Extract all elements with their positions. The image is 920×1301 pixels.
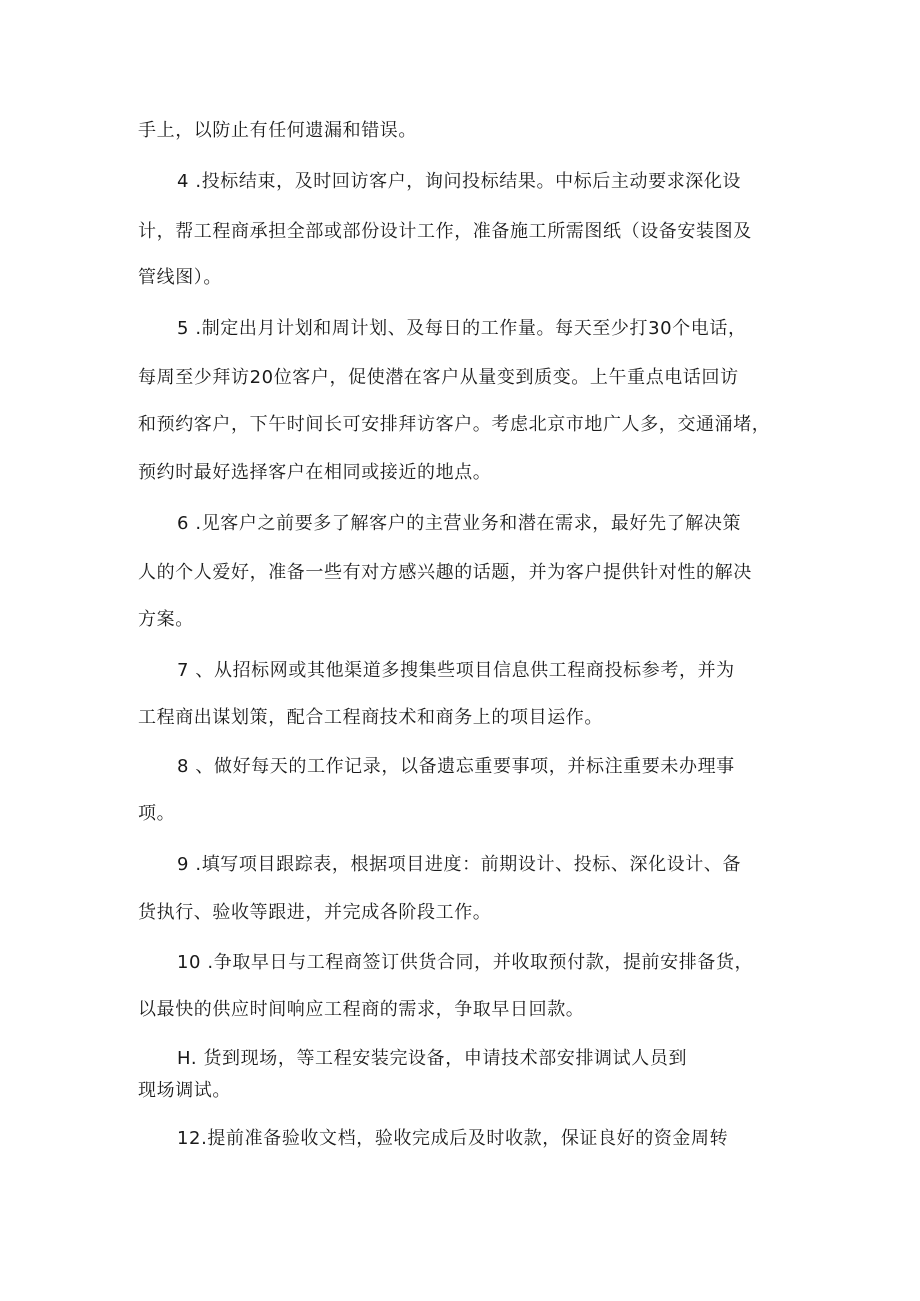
text-line: 9 .填写项目跟踪表，根据项目进度：前期设计、投标、深化设计、备 [177,854,742,875]
text-line: 4 .投标结束，及时回访客户，询问投标结果。中标后主动要求深化设 [177,171,742,192]
text-line: 货执行、验收等跟进，并完成各阶段工作。 [138,902,492,923]
text-line: 6 .见客户之前要多了解客户的主营业务和潜在需求，最好先了解决策 [177,513,742,534]
text-line: 7 、从招标网或其他渠道多搜集些项目信息供工程商投标参考，并为 [177,660,735,681]
text-line: 预约时最好选择客户在相同或接近的地点。 [138,462,492,483]
text-line: 项。 [138,803,176,824]
text-line: 和预约客户，下午时间长可安排拜访客户。考虑北京市地广人多，交通涌堵， [138,414,771,435]
text-line: 手上，以防止有任何遗漏和错误。 [138,120,417,141]
text-line: 5 .制定出月计划和周计划、及每日的工作量。每天至少打30个电话， [177,318,747,339]
text-line: 人的个人爱好，准备一些有对方感兴趣的话题，并为客户提供针对性的解决 [138,562,752,583]
text-line: 10 .争取早日与工程商签订供货合同，并收取预付款，提前安排备货， [177,952,754,973]
text-line: 每周至少拜访20位客户，促使潜在客户从量变到质变。上午重点电话回访 [138,367,739,388]
text-line: H. 货到现场，等工程安装完设备，申请技术部安排调试人员到 [177,1048,688,1069]
text-line: 方案。 [138,609,194,630]
text-line: 现场调试。 [138,1080,231,1101]
text-line: 8 、做好每天的工作记录，以备遗忘重要事项，并标注重要未办理事 [177,756,735,777]
text-line: 工程商出谋划策，配合工程商技术和商务上的项目运作。 [138,707,603,728]
text-line: 计，帮工程商承担全部或部份设计工作，准备施工所需图纸（设备安装图及 [138,221,752,242]
text-line: 管线图）。 [138,267,222,288]
text-line: 以最快的供应时间响应工程商的需求，争取早日回款。 [138,999,585,1020]
text-line: 12.提前准备验收文档，验收完成后及时收款，保证良好的资金周转 [177,1128,729,1149]
